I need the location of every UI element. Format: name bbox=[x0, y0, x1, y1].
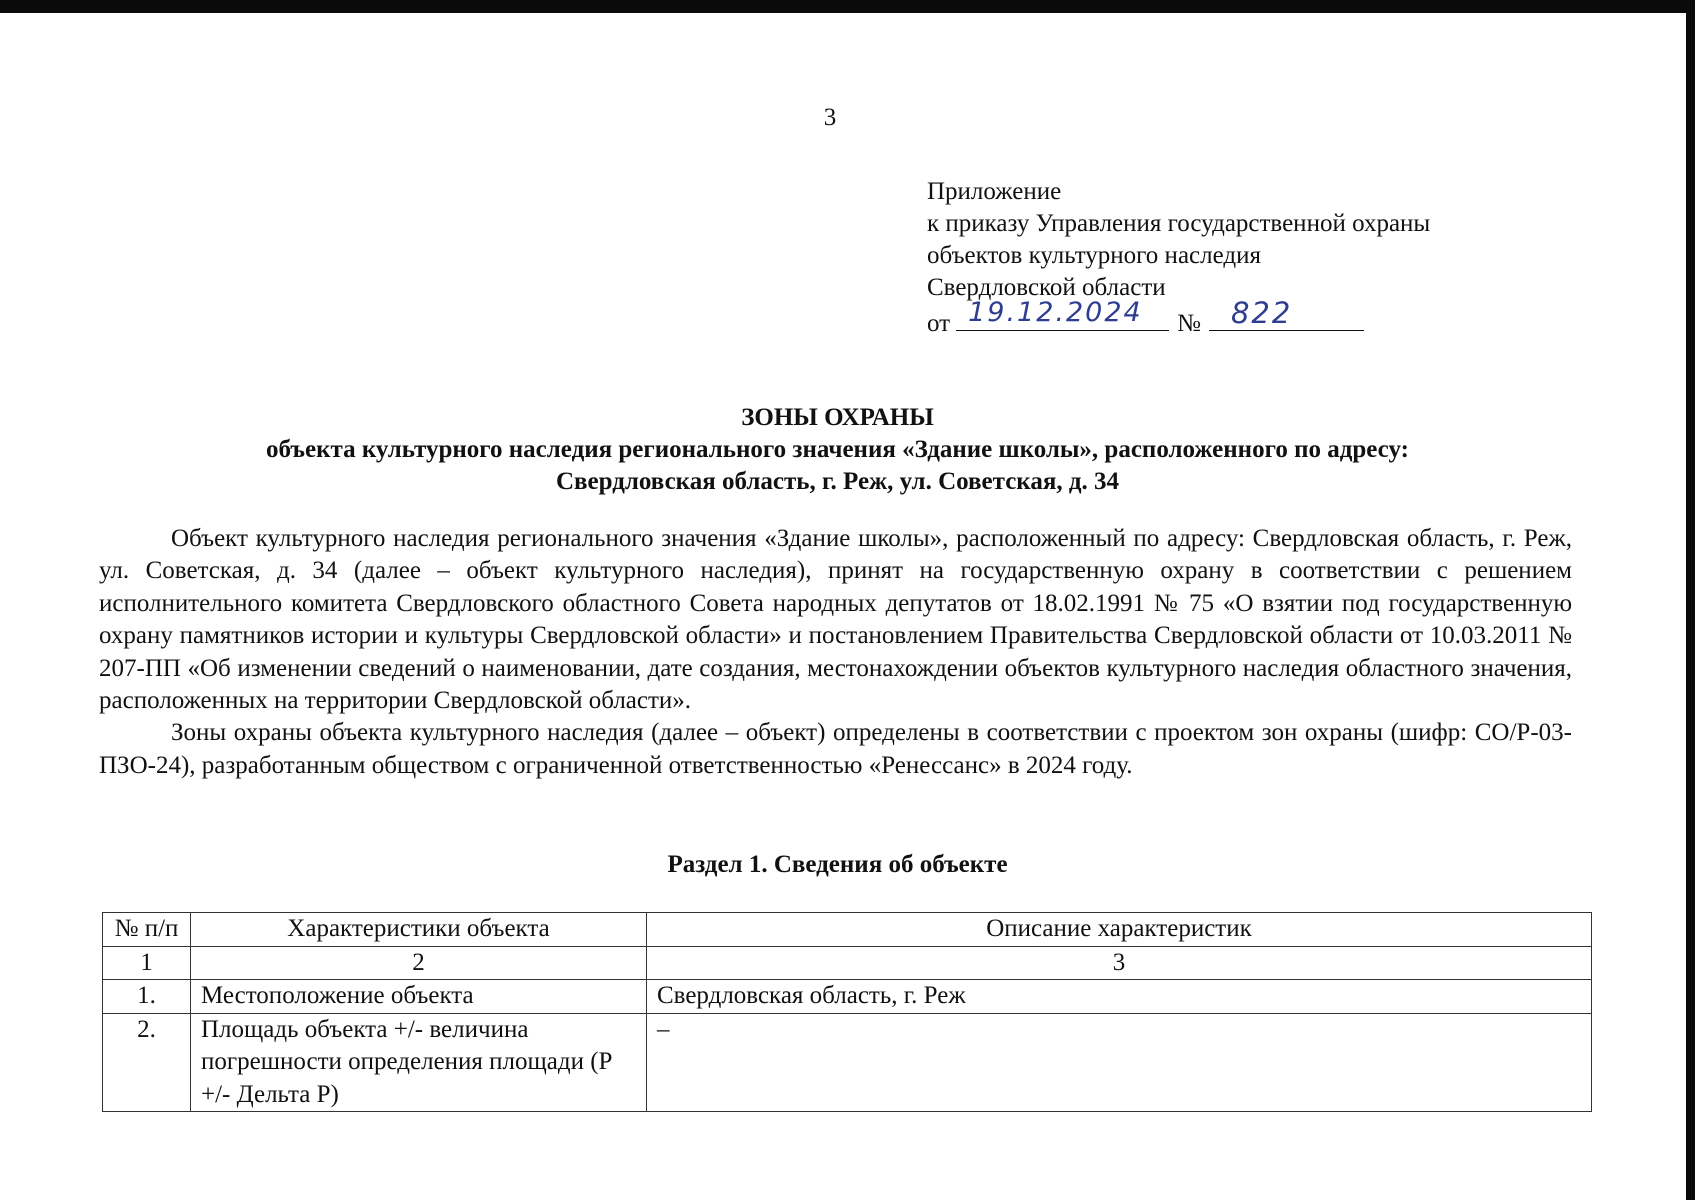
scan-border-top bbox=[0, 0, 1695, 13]
appendix-block bbox=[927, 176, 1567, 340]
handwritten-date: 19.12.2024 bbox=[968, 297, 1143, 328]
title-address: Свердловская область, г. Реж, ул. Советская, д. 34 bbox=[556, 468, 1119, 495]
from-label: от bbox=[927, 310, 951, 337]
row-description: Свердловская область, г. Реж bbox=[647, 980, 1592, 1014]
appendix-authority-line: объектов культурного наследия bbox=[927, 242, 1261, 269]
table-header-row bbox=[103, 913, 1592, 947]
appendix-region-line: Свердловской области bbox=[927, 274, 1166, 301]
document-title bbox=[90, 402, 1585, 498]
row-number: 1. bbox=[103, 980, 191, 1014]
row-characteristic: Местоположение объекта bbox=[191, 980, 647, 1014]
number-field bbox=[1209, 296, 1364, 331]
scan-border-right bbox=[1686, 0, 1695, 1200]
object-info-table bbox=[102, 912, 1592, 1112]
header-description: Описание характеристик bbox=[647, 913, 1592, 947]
table-row bbox=[103, 1013, 1592, 1112]
paragraph-project: Зоны охраны объекта культурного наследия (далее – объект) определены в соответствии с проектом зон охраны (шифр: СО/Р-03-ПЗО-24), разработанным обществом с ограниченной ответственностью «Ренессанс» в 2024 году. bbox=[99, 719, 1572, 779]
page-number: 3 bbox=[823, 104, 837, 131]
body-text bbox=[99, 523, 1572, 782]
handwritten-number: 822 bbox=[1230, 296, 1293, 330]
appendix-date-number-line bbox=[927, 296, 1567, 340]
table-numbering-row bbox=[103, 946, 1592, 980]
row-description: – bbox=[647, 1013, 1592, 1112]
date-field bbox=[956, 297, 1169, 331]
appendix-heading: Приложение bbox=[927, 178, 1062, 205]
section-title: Раздел 1. Сведения об объекте bbox=[667, 851, 1008, 878]
header-characteristics: Характеристики объекта bbox=[191, 913, 647, 947]
paragraph-status: Объект культурного наследия регионального значения «Здание школы», расположенный по адресу: Свердловская область, г. Реж, ул. Советская, д. 34 (далее – объект культурного наследия), принят на государственную охрану в соответствии с решением исполнительного комитета Свердловского областного Совета народных депутатов от 18.02.1991 № 75 «О взятии под государственную охрану памятников истории и культуры Свердловской области» и постановлением Правительства Свердловской области от 10.03.2011 № 207-ПП «Об изменении сведений о наименовании, дате создания, местонахождении объектов культурного наследия областного значения, расположенных на территории Свердловской области». bbox=[99, 525, 1572, 715]
row-characteristic: Площадь объекта +/- величина погрешности определения площади (P +/- Дельта P) bbox=[191, 1013, 647, 1112]
title-subject: объекта культурного наследия регионального значения «Здание школы», расположенного по адресу: bbox=[266, 436, 1409, 463]
number-label: № bbox=[1177, 310, 1201, 337]
row-number: 2. bbox=[103, 1013, 191, 1112]
numbering-cell: 2 bbox=[191, 946, 647, 980]
appendix-order-line: к приказу Управления государственной охраны bbox=[927, 210, 1431, 237]
header-number: № п/п bbox=[103, 913, 191, 947]
title-main: ЗОНЫ ОХРАНЫ bbox=[741, 404, 934, 431]
table-row bbox=[103, 980, 1592, 1014]
numbering-cell: 3 bbox=[647, 946, 1592, 980]
numbering-cell: 1 bbox=[103, 946, 191, 980]
